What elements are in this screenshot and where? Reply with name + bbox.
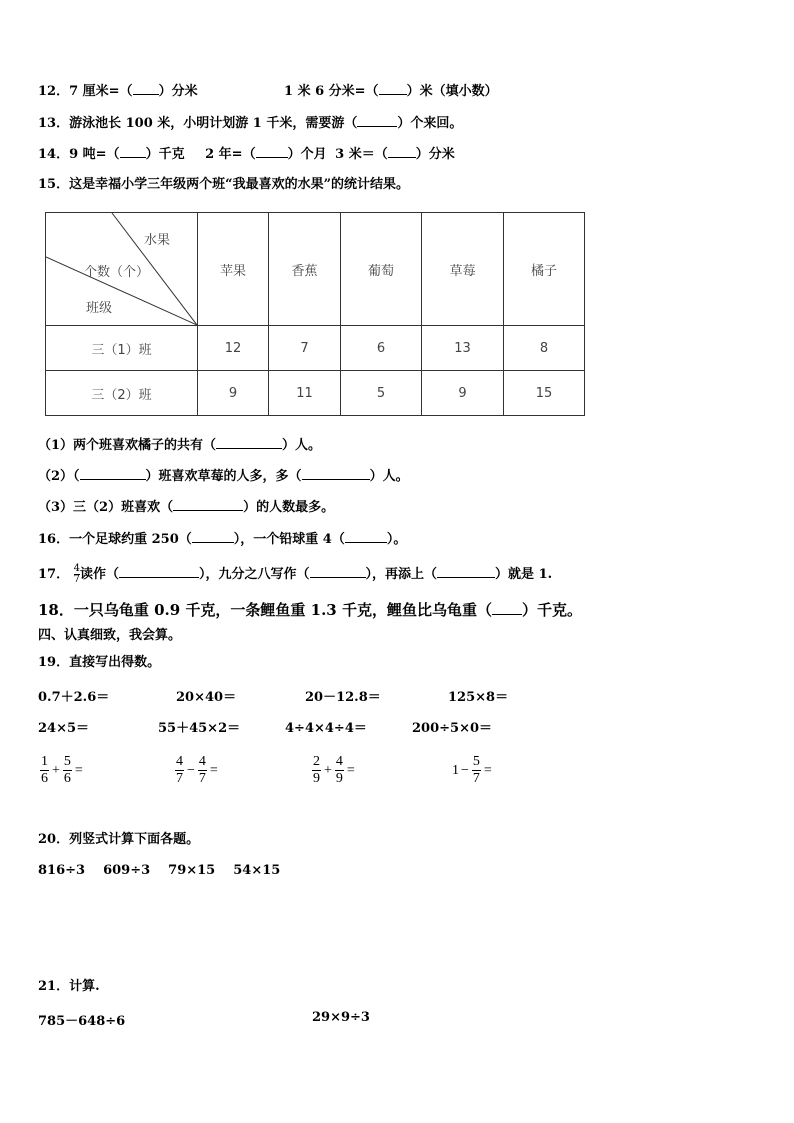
calc-item: 0.7＋2.6＝ <box>38 690 110 705</box>
fraction: $\frac{4}{7}$ <box>73 563 80 585</box>
question-14: 14．9 吨=（ ）千克 2 年=（ ）个月 3 米＝（ ）分米 <box>38 147 455 162</box>
calc-item: 54×15 <box>233 863 281 878</box>
question-number: 17． <box>38 567 70 582</box>
diagonal-header-cell <box>46 213 198 326</box>
calc-item: 20－12.8＝ <box>305 690 381 705</box>
answer-blank[interactable] <box>133 82 159 95</box>
section-heading: 四、认真细致，我会算。 <box>38 628 182 643</box>
question-number: 21． <box>38 979 70 994</box>
calc-item: 125×8＝ <box>448 690 509 705</box>
question-number: 16． <box>38 532 70 547</box>
table-header-row <box>46 213 585 326</box>
table-row-label: 三（2）班 <box>46 371 198 416</box>
question-12: 12．7 厘米=（ ）分米 <box>38 84 198 99</box>
question-number: 14． <box>38 147 70 162</box>
answer-blank[interactable] <box>492 602 522 615</box>
table-row-label: 三（1）班 <box>46 326 198 371</box>
table-cell: 13 <box>422 326 504 371</box>
answer-blank[interactable] <box>379 82 407 95</box>
answer-blank[interactable] <box>345 530 387 543</box>
question-number: 18． <box>38 601 74 619</box>
table-cell: 9 <box>198 371 269 416</box>
answer-blank[interactable] <box>437 565 495 578</box>
corner-label-fruit: 水果 <box>144 233 171 248</box>
answer-blank[interactable] <box>256 145 288 158</box>
question-18: 18．一只乌龟重 0.9 千克，一条鲤鱼重 1.3 千克，鲤鱼比乌龟重（ ）千克。 <box>38 601 582 619</box>
corner-label-class: 班级 <box>86 301 113 316</box>
corner-label-count: 个数（个） <box>84 265 150 280</box>
table-cell: 9 <box>422 371 504 416</box>
calc-item: 816÷3 <box>38 863 86 878</box>
fraction-expression: 1 − $\frac{5}{7}$ = <box>452 754 492 786</box>
question-15-sub-1: （1）两个班喜欢橘子的共有（ ）人。 <box>38 438 322 453</box>
calc-item: 24×5＝ <box>38 721 90 736</box>
calc-item: 79×15 <box>168 863 216 878</box>
table-cell: 7 <box>269 326 341 371</box>
calc-item: 20×40＝ <box>176 690 237 705</box>
vertical-calc-items <box>38 862 280 880</box>
table-header-cell: 橘子 <box>504 213 585 326</box>
calc-item: 609÷3 <box>103 863 151 878</box>
question-15-sub-2: （2）（ ）班喜欢草莓的人多，多（ ）人。 <box>38 469 409 484</box>
answer-blank[interactable] <box>388 145 416 158</box>
answer-blank[interactable] <box>310 565 366 578</box>
question-number: 20． <box>38 832 70 847</box>
fraction-expression: $\frac{4}{7}$ − $\frac{4}{7}$ = <box>176 754 218 786</box>
table-cell: 12 <box>198 326 269 371</box>
question-20: 20．列竖式计算下面各题。 <box>38 832 200 847</box>
question-12-part-b: 1 米 6 分米=（ ）米（填小数） <box>284 84 498 99</box>
calc-item: 785－648÷6 <box>38 1014 126 1029</box>
table-cell: 5 <box>341 371 422 416</box>
question-number: 15． <box>38 177 70 192</box>
question-15: 15．这是幸福小学三年级两个班“我最喜欢的水果”的统计结果。 <box>38 177 410 192</box>
table-cell: 8 <box>504 326 585 371</box>
fraction-expression: $\frac{1}{6}$ + $\frac{5}{6}$ = <box>41 754 83 786</box>
calc-item: 4÷4×4÷4＝ <box>285 721 367 736</box>
table-header-cell: 香蕉 <box>269 213 341 326</box>
calc-item: 200÷5×0＝ <box>412 721 493 736</box>
table-cell: 11 <box>269 371 341 416</box>
table-cell: 6 <box>341 326 422 371</box>
question-21: 21．计算. <box>38 979 100 994</box>
table-row <box>46 371 585 416</box>
question-17: 17． $\frac{4}{7}$ 读作（ ），九分之八写作（ ），再添上（ ）就是 1. <box>38 563 553 585</box>
question-16: 16．一个足球约重 250（ ），一个铅球重 4（ ）。 <box>38 532 407 547</box>
question-19: 19．直接写出得数。 <box>38 655 161 670</box>
fruit-statistics-table <box>45 212 585 416</box>
answer-blank[interactable] <box>80 467 146 480</box>
question-number: 13． <box>38 116 70 131</box>
answer-blank[interactable] <box>120 145 146 158</box>
question-13: 13．游泳池长 100 米，小明计划游 1 千米，需要游（ ）个来回。 <box>38 116 463 131</box>
fraction-expression: $\frac{2}{9}$ + $\frac{4}{9}$ = <box>313 754 355 786</box>
answer-blank[interactable] <box>357 114 397 127</box>
table-row <box>46 326 585 371</box>
table-header-cell: 苹果 <box>198 213 269 326</box>
calc-item: 55＋45×2＝ <box>158 721 241 736</box>
question-15-sub-3: （3）三（2）班喜欢（ ）的人数最多。 <box>38 500 335 515</box>
answer-blank[interactable] <box>173 498 243 511</box>
question-number: 12． <box>38 84 70 99</box>
answer-blank[interactable] <box>119 565 199 578</box>
answer-blank[interactable] <box>192 530 234 543</box>
table-cell: 15 <box>504 371 585 416</box>
question-number: 19． <box>38 655 70 670</box>
table-header-cell: 草莓 <box>422 213 504 326</box>
calc-item: 29×9÷3 <box>312 1010 370 1025</box>
answer-blank[interactable] <box>216 436 282 449</box>
table-header-cell: 葡萄 <box>341 213 422 326</box>
answer-blank[interactable] <box>302 467 370 480</box>
